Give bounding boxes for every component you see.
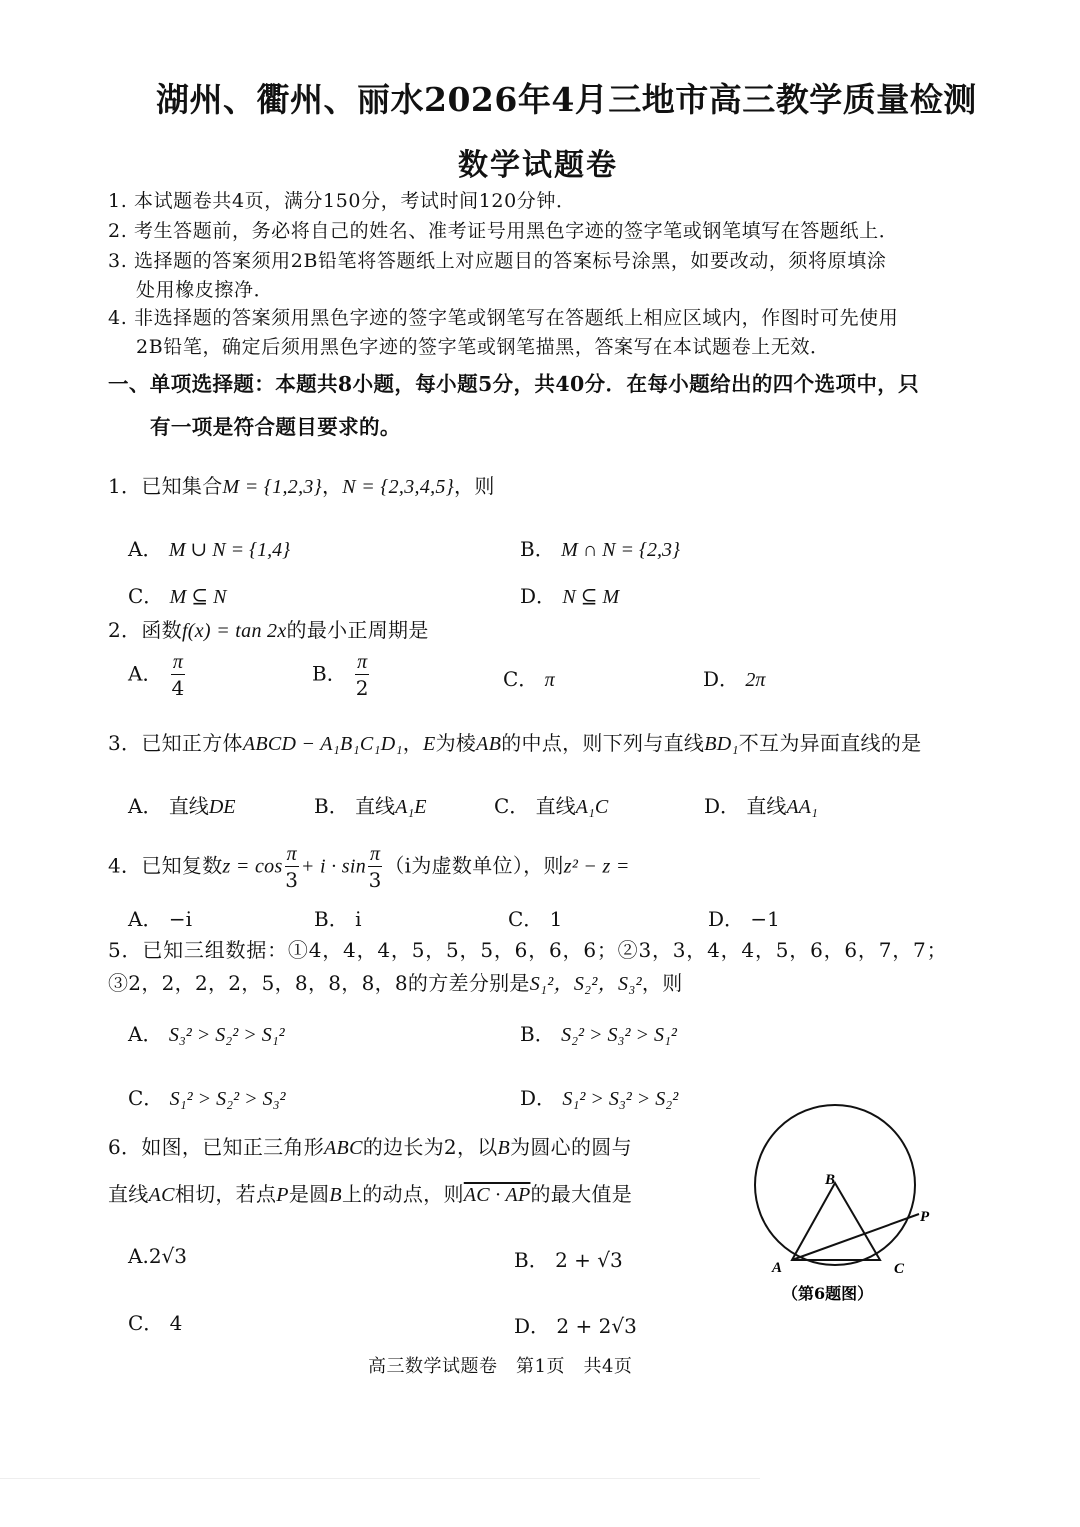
q3-stem-a: 3．已知正方体 xyxy=(108,731,243,755)
note-3-cont: 处用橡皮擦净． xyxy=(136,279,274,301)
q6-circle-b: B xyxy=(329,1184,342,1206)
q2-option-b xyxy=(312,652,371,698)
q4-stem-a: 4．已知复数 xyxy=(108,853,223,878)
question-2 xyxy=(108,614,429,643)
option-label: B． xyxy=(314,794,349,818)
option-text: 2 + 2√3 xyxy=(556,1314,637,1338)
q5-stem-b: ，则 xyxy=(641,971,683,995)
option-label: D． xyxy=(520,584,557,608)
q5-option-c xyxy=(128,1082,286,1111)
question-1 xyxy=(108,470,495,499)
denominator: 4 xyxy=(171,676,185,700)
q1-stem-b: ，则 xyxy=(454,474,495,498)
q4-expression: z² − z = xyxy=(563,855,630,878)
option-word: 直线 xyxy=(535,794,576,818)
q4-z-cos: z = cos xyxy=(222,855,283,878)
option-text: M ⊆ N xyxy=(169,586,227,608)
q6-line-ac: AC xyxy=(148,1184,175,1206)
option-label: D． xyxy=(514,1314,551,1338)
question-6-cont xyxy=(108,1178,632,1207)
option-text: 2 + √3 xyxy=(555,1248,623,1272)
option-text: 2√3 xyxy=(148,1244,188,1268)
question-5-cont xyxy=(108,967,683,996)
option-label: C． xyxy=(128,1311,164,1335)
option-text: M ∪ N = {1,4} xyxy=(168,539,291,561)
q3-point-e: E xyxy=(423,733,436,755)
option-word: 直线 xyxy=(168,794,209,818)
q5-option-d xyxy=(520,1082,678,1111)
option-label: A． xyxy=(128,661,163,686)
option-word: 直线 xyxy=(746,794,787,818)
q6-stem-d: 直线 xyxy=(108,1182,149,1206)
q4-stem-b: （i为虚数单位），则 xyxy=(384,853,564,878)
option-word: 直线 xyxy=(355,794,396,818)
option-text: i xyxy=(355,907,362,931)
option-text: 1 xyxy=(549,907,563,931)
q3-edge-ab: AB xyxy=(476,733,502,755)
segment-ap xyxy=(792,1214,919,1260)
option-text: S₃² > S₂² > S₁² xyxy=(168,1024,285,1046)
option-label: B． xyxy=(520,537,555,561)
q6-option-b xyxy=(514,1244,623,1273)
page-subtitle: 数学试题卷 xyxy=(458,148,618,183)
section-heading: 一、单项选择题：本题共8小题，每小题5分，共40分．在每小题给出的四个选项中，只 xyxy=(108,372,920,396)
q1-comma: ， xyxy=(321,474,343,498)
q6-stem-f: 是圆 xyxy=(288,1182,330,1206)
question-5: 5．已知三组数据：①4，4，4，5，5，5，6，6，6；②3，3，4，4，5，6，6，7，7； xyxy=(108,938,948,962)
denominator: 2 xyxy=(355,676,369,700)
option-label: D． xyxy=(708,907,745,931)
fraction xyxy=(355,652,369,698)
q6-option-a xyxy=(128,1244,187,1268)
q3-line-bd1: BD₁ xyxy=(704,733,739,755)
q2-stem-a: 2．函数 xyxy=(108,618,182,642)
option-text: π xyxy=(544,669,555,691)
figure-caption: （第6题图） xyxy=(782,1284,874,1303)
q3-stem-d: 的中点，则下列与直线 xyxy=(501,731,705,755)
option-text: M ∩ N = {2,3} xyxy=(561,539,680,561)
numerator: π xyxy=(370,843,381,865)
q6-stem-a: 6．如图，已知正三角形 xyxy=(108,1135,325,1159)
fraction xyxy=(285,844,299,890)
q6-point-p: P xyxy=(276,1184,289,1206)
q1-option-c xyxy=(128,580,226,609)
q3-stem-e: 不互为异面直线的是 xyxy=(738,731,922,755)
fraction xyxy=(171,652,185,698)
q1-option-b xyxy=(520,533,680,562)
q2-option-d xyxy=(703,663,765,692)
question-6 xyxy=(108,1131,632,1160)
q4-option-c xyxy=(508,903,562,932)
q4-option-a xyxy=(128,903,192,932)
q1-option-a xyxy=(128,533,290,562)
option-label: A． xyxy=(128,907,163,931)
option-label: C． xyxy=(494,794,530,818)
page-title: 湖州、衢州、丽水2026年4月三地市高三教学质量检测 xyxy=(156,80,977,119)
option-text: A₁E xyxy=(395,796,427,818)
section-heading-cont: 有一项是符合题目要求的。 xyxy=(150,415,401,439)
q3-option-d xyxy=(704,790,818,819)
q6-stem-b: 的边长为2，以 xyxy=(362,1135,498,1159)
q6-stem-h: 的最大值是 xyxy=(530,1182,632,1206)
page-footer: 高三数学试题卷 第1页 共4页 xyxy=(368,1356,633,1377)
option-label: C． xyxy=(508,907,544,931)
q5-option-b xyxy=(520,1018,677,1047)
label-p: P xyxy=(920,1209,930,1225)
q2-stem-b: 的最小正周期是 xyxy=(286,618,429,642)
q3-stem-c: 为棱 xyxy=(435,731,477,755)
option-text: AA₁ xyxy=(786,796,818,818)
q3-cube: ABCD − A₁B₁C₁D₁ xyxy=(242,733,403,755)
option-label: A． xyxy=(128,1022,163,1046)
numerator: π xyxy=(172,651,183,673)
q1-option-d xyxy=(520,580,619,609)
option-label: C． xyxy=(128,1086,164,1110)
option-text: S₁² > S₃² > S₂² xyxy=(562,1088,679,1110)
label-a: A xyxy=(772,1260,783,1276)
label-b: B xyxy=(825,1172,836,1188)
numerator: π xyxy=(357,651,368,673)
option-text: 2π xyxy=(745,669,766,691)
q6-figure xyxy=(740,1100,940,1315)
note-3: 3. 选择题的答案须用2B铅笔将答题纸上对应题目的答案标号涂黑，如要改动，须将原填涂 xyxy=(108,250,887,272)
q5-variances: S₁²，S₂²，S₃² xyxy=(529,973,642,995)
q5-option-a xyxy=(128,1018,285,1047)
option-label: D． xyxy=(704,794,741,818)
option-label: D． xyxy=(703,667,740,691)
q6-dot-product: AC · AP xyxy=(463,1184,531,1206)
q2-option-a xyxy=(128,652,187,698)
option-label: C． xyxy=(128,584,164,608)
option-text: S₁² > S₂² > S₃² xyxy=(169,1088,286,1110)
option-label: A. xyxy=(128,1244,149,1268)
q3-option-c xyxy=(494,790,608,819)
fraction xyxy=(368,844,382,890)
note-2: 2. 考生答题前，务必将自己的姓名、准考证号用黑色字迹的签字笔或钢笔填写在答题纸上． xyxy=(108,220,899,242)
option-label: B． xyxy=(314,907,349,931)
note-1: 1. 本试题卷共4页，满分150分，考试时间120分钟． xyxy=(108,190,576,212)
denominator: 3 xyxy=(368,868,382,892)
q3-option-a xyxy=(128,790,235,819)
note-4: 4. 非选择题的答案须用黑色字迹的签字笔或钢笔写在答题纸上相应区域内，作图时可先使用 xyxy=(108,307,899,329)
q2-function: f(x) = tan 2x xyxy=(181,620,287,642)
q4-option-b xyxy=(314,903,361,932)
q6-triangle: ABC xyxy=(324,1137,363,1159)
q3-option-b xyxy=(314,790,426,819)
note-4-cont: 2B铅笔，确定后须用黑色字迹的签字笔或钢笔描黑，答案写在本试题卷上无效． xyxy=(136,336,830,358)
option-label: C． xyxy=(503,667,539,691)
q2-option-c xyxy=(503,663,555,692)
option-label: D． xyxy=(520,1086,557,1110)
triangle-abc xyxy=(792,1183,880,1260)
q6-stem-e: 相切，若点 xyxy=(174,1182,277,1206)
q5-stem-a: ③2，2，2，2，5，8，8，8，8的方差分别是 xyxy=(108,971,530,995)
option-text: S₂² > S₃² > S₁² xyxy=(561,1024,677,1046)
option-label: B． xyxy=(520,1022,555,1046)
question-4 xyxy=(108,844,630,890)
q6-option-d xyxy=(514,1310,637,1339)
q3-stem-b: ， xyxy=(402,731,424,755)
option-label: B． xyxy=(514,1248,549,1272)
option-label: A． xyxy=(128,794,163,818)
q4-plus-sin: + i · sin xyxy=(300,855,366,878)
q6-point-b: B xyxy=(497,1137,511,1159)
option-text: −1 xyxy=(750,907,780,931)
option-text: 4 xyxy=(169,1311,183,1335)
option-text: −i xyxy=(168,907,192,931)
question-3 xyxy=(108,727,921,756)
q1-set-m: M = {1,2,3} xyxy=(222,476,322,498)
label-c: C xyxy=(894,1261,905,1277)
scan-edge-line xyxy=(0,1478,760,1479)
q4-option-d xyxy=(708,903,780,932)
q6-stem-g: 上的动点，则 xyxy=(341,1182,464,1206)
option-text: DE xyxy=(208,796,236,818)
q1-set-n: N = {2,3,4,5} xyxy=(342,476,455,498)
option-text: N ⊆ M xyxy=(562,586,620,608)
numerator: π xyxy=(286,843,297,865)
q1-stem-a: 1．已知集合 xyxy=(108,474,223,498)
q6-option-c xyxy=(128,1307,182,1336)
option-label: B． xyxy=(312,661,347,686)
denominator: 3 xyxy=(285,868,299,892)
option-label: A． xyxy=(128,537,163,561)
q6-stem-c: 为圆心的圆与 xyxy=(510,1135,632,1159)
option-text: A₁C xyxy=(575,796,609,818)
